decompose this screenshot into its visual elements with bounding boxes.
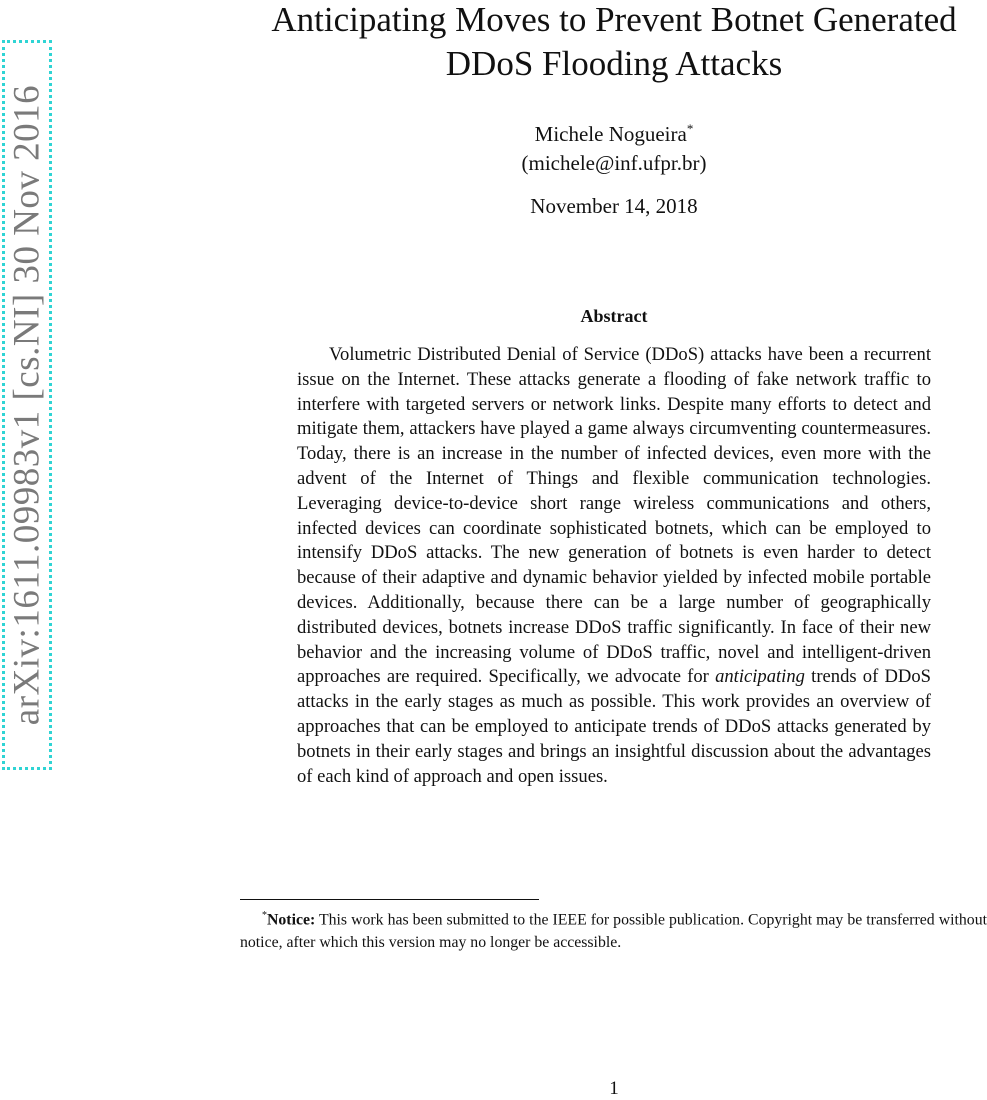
arxiv-side-stamp	[2, 40, 52, 770]
footnote-marker: *	[262, 910, 267, 921]
paper-title	[240, 0, 987, 86]
abstract-text-part-2: trends of DDoS attacks in the early stages as much as possible. This work provides an overview of approaches that can be employed to anticipate trends of DDoS attacks generated by botnets in their early stages and brings an insightful discussion about the advantages of each kind of approach and open issues.	[297, 666, 931, 787]
author-name: Michele Nogueira	[534, 122, 687, 146]
author-email: (michele@inf.ufpr.br)	[521, 151, 707, 175]
page-number: 1	[609, 1078, 619, 1099]
title-line-2: DDoS Flooding Attacks	[445, 44, 783, 83]
footnote-divider	[240, 899, 539, 900]
footnote	[240, 904, 987, 954]
footnote-label: Notice:	[267, 911, 316, 929]
abstract-text-part-1: Volumetric Distributed Denial of Service (DDoS) attacks have been a recurrent issue on the Internet. These attacks generate a flooding of fake network traffic to interfere with targeted servers or network links. Despite many efforts to detect and mitigate them, attackers have played a game always circumventing countermeasures. Today, there is an increase in the number of infected devices, even more with the advent of the Internet of Things and flexible communication technologies. Leveraging device-to-device short range wireless communications and others, infected devices can coordinate sophisticated botnets, which can be employed to intensify DDoS attacks. The new generation of botnets is even harder to detect because of their adaptive and dynamic behavior yielded by infected mobile portable devices. Additionally, because there can be a large number of geographically distributed devices, botnets increase DDoS traffic significantly. In face of their new behavior and the increasing volume of DDoS traffic, novel and intelligent-driven approaches are required. Specifically, we advocate for	[297, 344, 931, 688]
author-footnote-marker: *	[686, 121, 694, 136]
footnote-text: This work has been submitted to the IEEE for possible publication. Copyright may be transferred without notice, after which this version may no longer be accessible.	[240, 911, 987, 952]
author-line	[240, 114, 987, 149]
abstract-heading: Abstract	[580, 306, 648, 326]
abstract-text	[297, 343, 931, 789]
arxiv-identifier: arXiv:1611.09983v1 [cs.NI] 30 Nov 2016	[6, 84, 48, 726]
author-block	[240, 114, 987, 178]
paper-date: November 14, 2018	[530, 194, 698, 218]
title-line-1: Anticipating Moves to Prevent Botnet Generated	[271, 0, 957, 39]
abstract-emphasis: anticipating	[715, 666, 805, 688]
